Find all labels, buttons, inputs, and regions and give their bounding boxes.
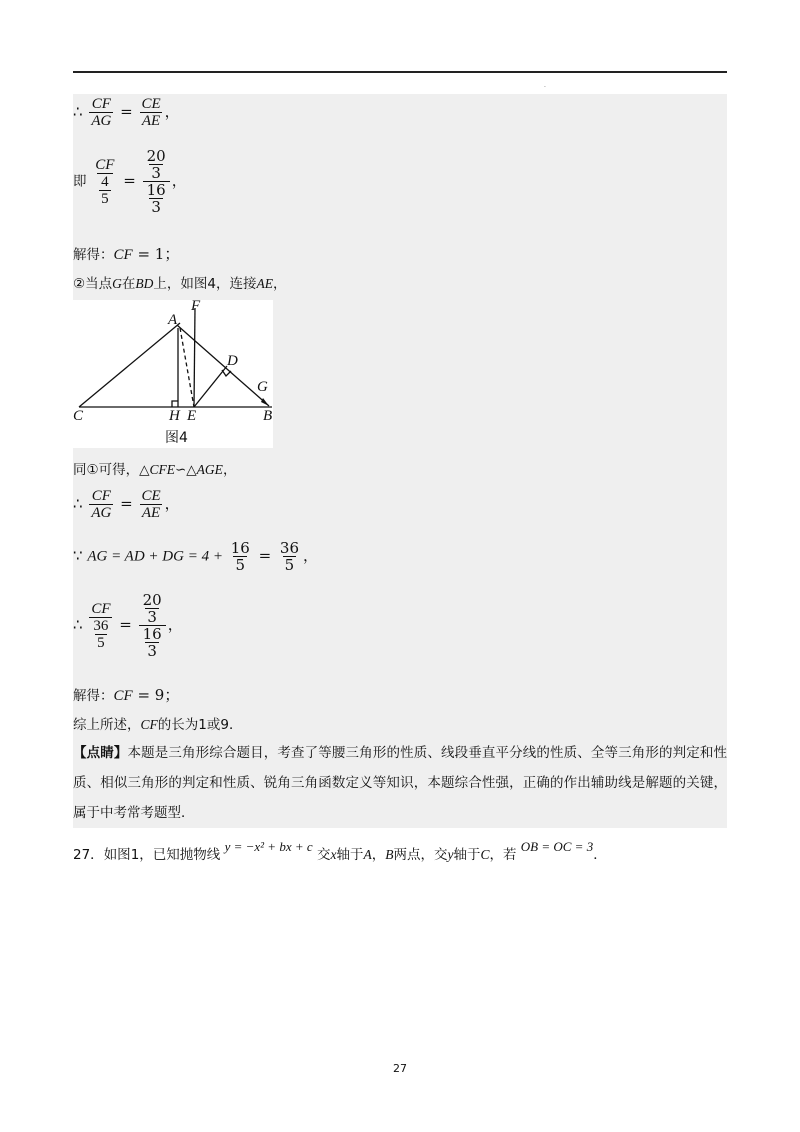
eq-line-6: ∴ $\frac{CF}{AG}$ = $\frac{CE}{AE}$ ， bbox=[73, 488, 180, 521]
line-EF bbox=[194, 308, 195, 407]
page-number: 27 bbox=[393, 1062, 407, 1075]
header-rule bbox=[73, 71, 727, 73]
line-ED bbox=[194, 366, 227, 407]
eq-line-1: ∴ $\frac{CF}{AG}$ = $\frac{CE}{AE}$ ， bbox=[73, 96, 180, 129]
label-F: F bbox=[191, 298, 201, 314]
eq-line-3: 解得：CF = 1； bbox=[73, 245, 180, 263]
figure-caption: 图4 bbox=[165, 430, 188, 446]
label-C: C bbox=[73, 408, 84, 424]
label-A: A bbox=[168, 312, 178, 328]
label-D: D bbox=[227, 353, 238, 369]
line-CA bbox=[79, 323, 180, 407]
eq-line-9: 解得：CF = 9； bbox=[73, 686, 180, 704]
eq-line-7: ∵ AG = AD + DG = 4 + $\frac{16}{5}$ = $\frac{36}{5}$ ， bbox=[73, 539, 319, 574]
note-tag: 【点睛】 bbox=[73, 745, 128, 761]
eq-line-2: 即 $\frac{CF}{\frac{4}{5}}$ = $\frac{\frac{20}{3}}{\frac{16}{3}}$ ， bbox=[73, 147, 187, 216]
question-27: 27．如图1，已知抛物线 y = −x² + bx + c 交x轴于A，B两点，交y轴于C，若 OB = OC = 3． bbox=[73, 839, 607, 863]
note-paragraph bbox=[73, 738, 727, 828]
label-H: H bbox=[169, 408, 180, 424]
label-E: E bbox=[187, 408, 197, 424]
similar-triangles-line: 同①可得，△CFE∽△AGE， bbox=[73, 462, 237, 478]
figure-4 bbox=[73, 300, 273, 448]
right-angle-H bbox=[172, 401, 178, 407]
line-AG bbox=[177, 325, 269, 406]
conclusion-line: 综上所述，CF的长为1或9． bbox=[73, 717, 243, 733]
eq-line-8: ∴ $\frac{CF}{\frac{36}{5}}$ = $\frac{\frac{20}{3}}{\frac{16}{3}}$ ， bbox=[73, 591, 183, 660]
case-2-line: ②当点G在BD上，如图4，连接AE， bbox=[73, 276, 287, 292]
label-G: G bbox=[257, 379, 268, 395]
label-B: B bbox=[263, 408, 273, 424]
note-text: 本题是三角形综合题目，考查了等腰三角形的性质、线段垂直平分线的性质、全等三角形的判定和性质、相似三角形的判定和性质、锐角三角函数定义等知识，本题综合性强，正确的作出辅助线是解题的关键，属于中考常考题型． bbox=[73, 745, 728, 821]
line-AE-dashed bbox=[180, 328, 194, 407]
header-dot: . bbox=[544, 82, 546, 89]
